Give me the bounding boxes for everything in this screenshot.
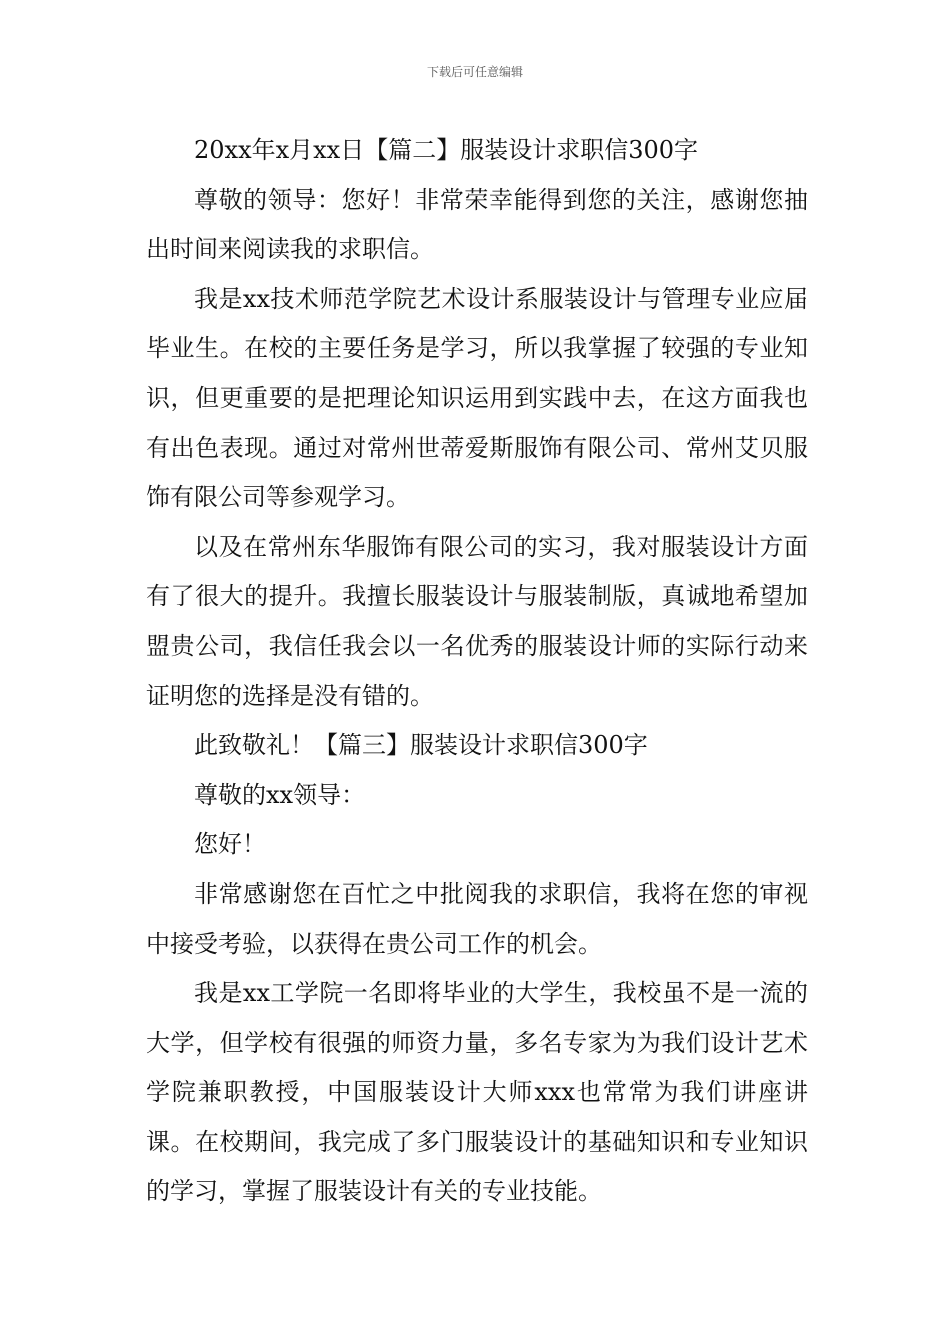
page-header: 下载后可任意编辑: [426, 65, 523, 79]
paragraph-greeting: 尊敬的领导：您好！非常荣幸能得到您的关注，感谢您抽出时间来阅读我的求职信。: [146, 185, 808, 264]
paragraph-salutation: 尊敬的xx领导：: [194, 780, 366, 809]
paragraph-hello: 您好！: [194, 830, 266, 859]
paragraph-background: 我是xx工学院一名即将毕业的大学生，我校虽不是一流的大学，但学校有很强的师资力量，多名专家为为我们设计艺术学院兼职教授，中国服装设计大师xxx也常常为我们讲座讲课。在校期间，我完成了多门服装设计的基础知识和专业知识的学习，掌握了服装设计有关的专业技能。: [146, 979, 808, 1206]
document-body: [146, 126, 808, 1217]
paragraph-date-heading: 20xx年x月xx日【篇二】服装设计求职信300字: [194, 136, 699, 164]
paragraph-introduction: 我是xx技术师范学院艺术设计系服装设计与管理专业应届毕业生。在校的主要任务是学习，所以我掌握了较强的专业知识，但更重要的是把理论知识运用到实践中去，在这方面我也有出色表现。通过对常州世蒂爱斯服饰有限公司、常州艾贝服饰有限公司等参观学习。: [146, 284, 808, 512]
paragraph-closing-heading: 此致敬礼！【篇三】服装设计求职信300字: [194, 731, 648, 760]
paragraph-thanks: 非常感谢您在百忙之中批阅我的求职信，我将在您的审视中接受考验，以获得在贵公司工作的机会。: [146, 879, 808, 958]
paragraph-internship: 以及在常州东华服饰有限公司的实习，我对服装设计方面有了很大的提升。我擅长服装设计与服装制版，真诚地希望加盟贵公司，我信任我会以一名优秀的服装设计师的实际行动来证明您的选择是没有错的。: [146, 532, 808, 710]
